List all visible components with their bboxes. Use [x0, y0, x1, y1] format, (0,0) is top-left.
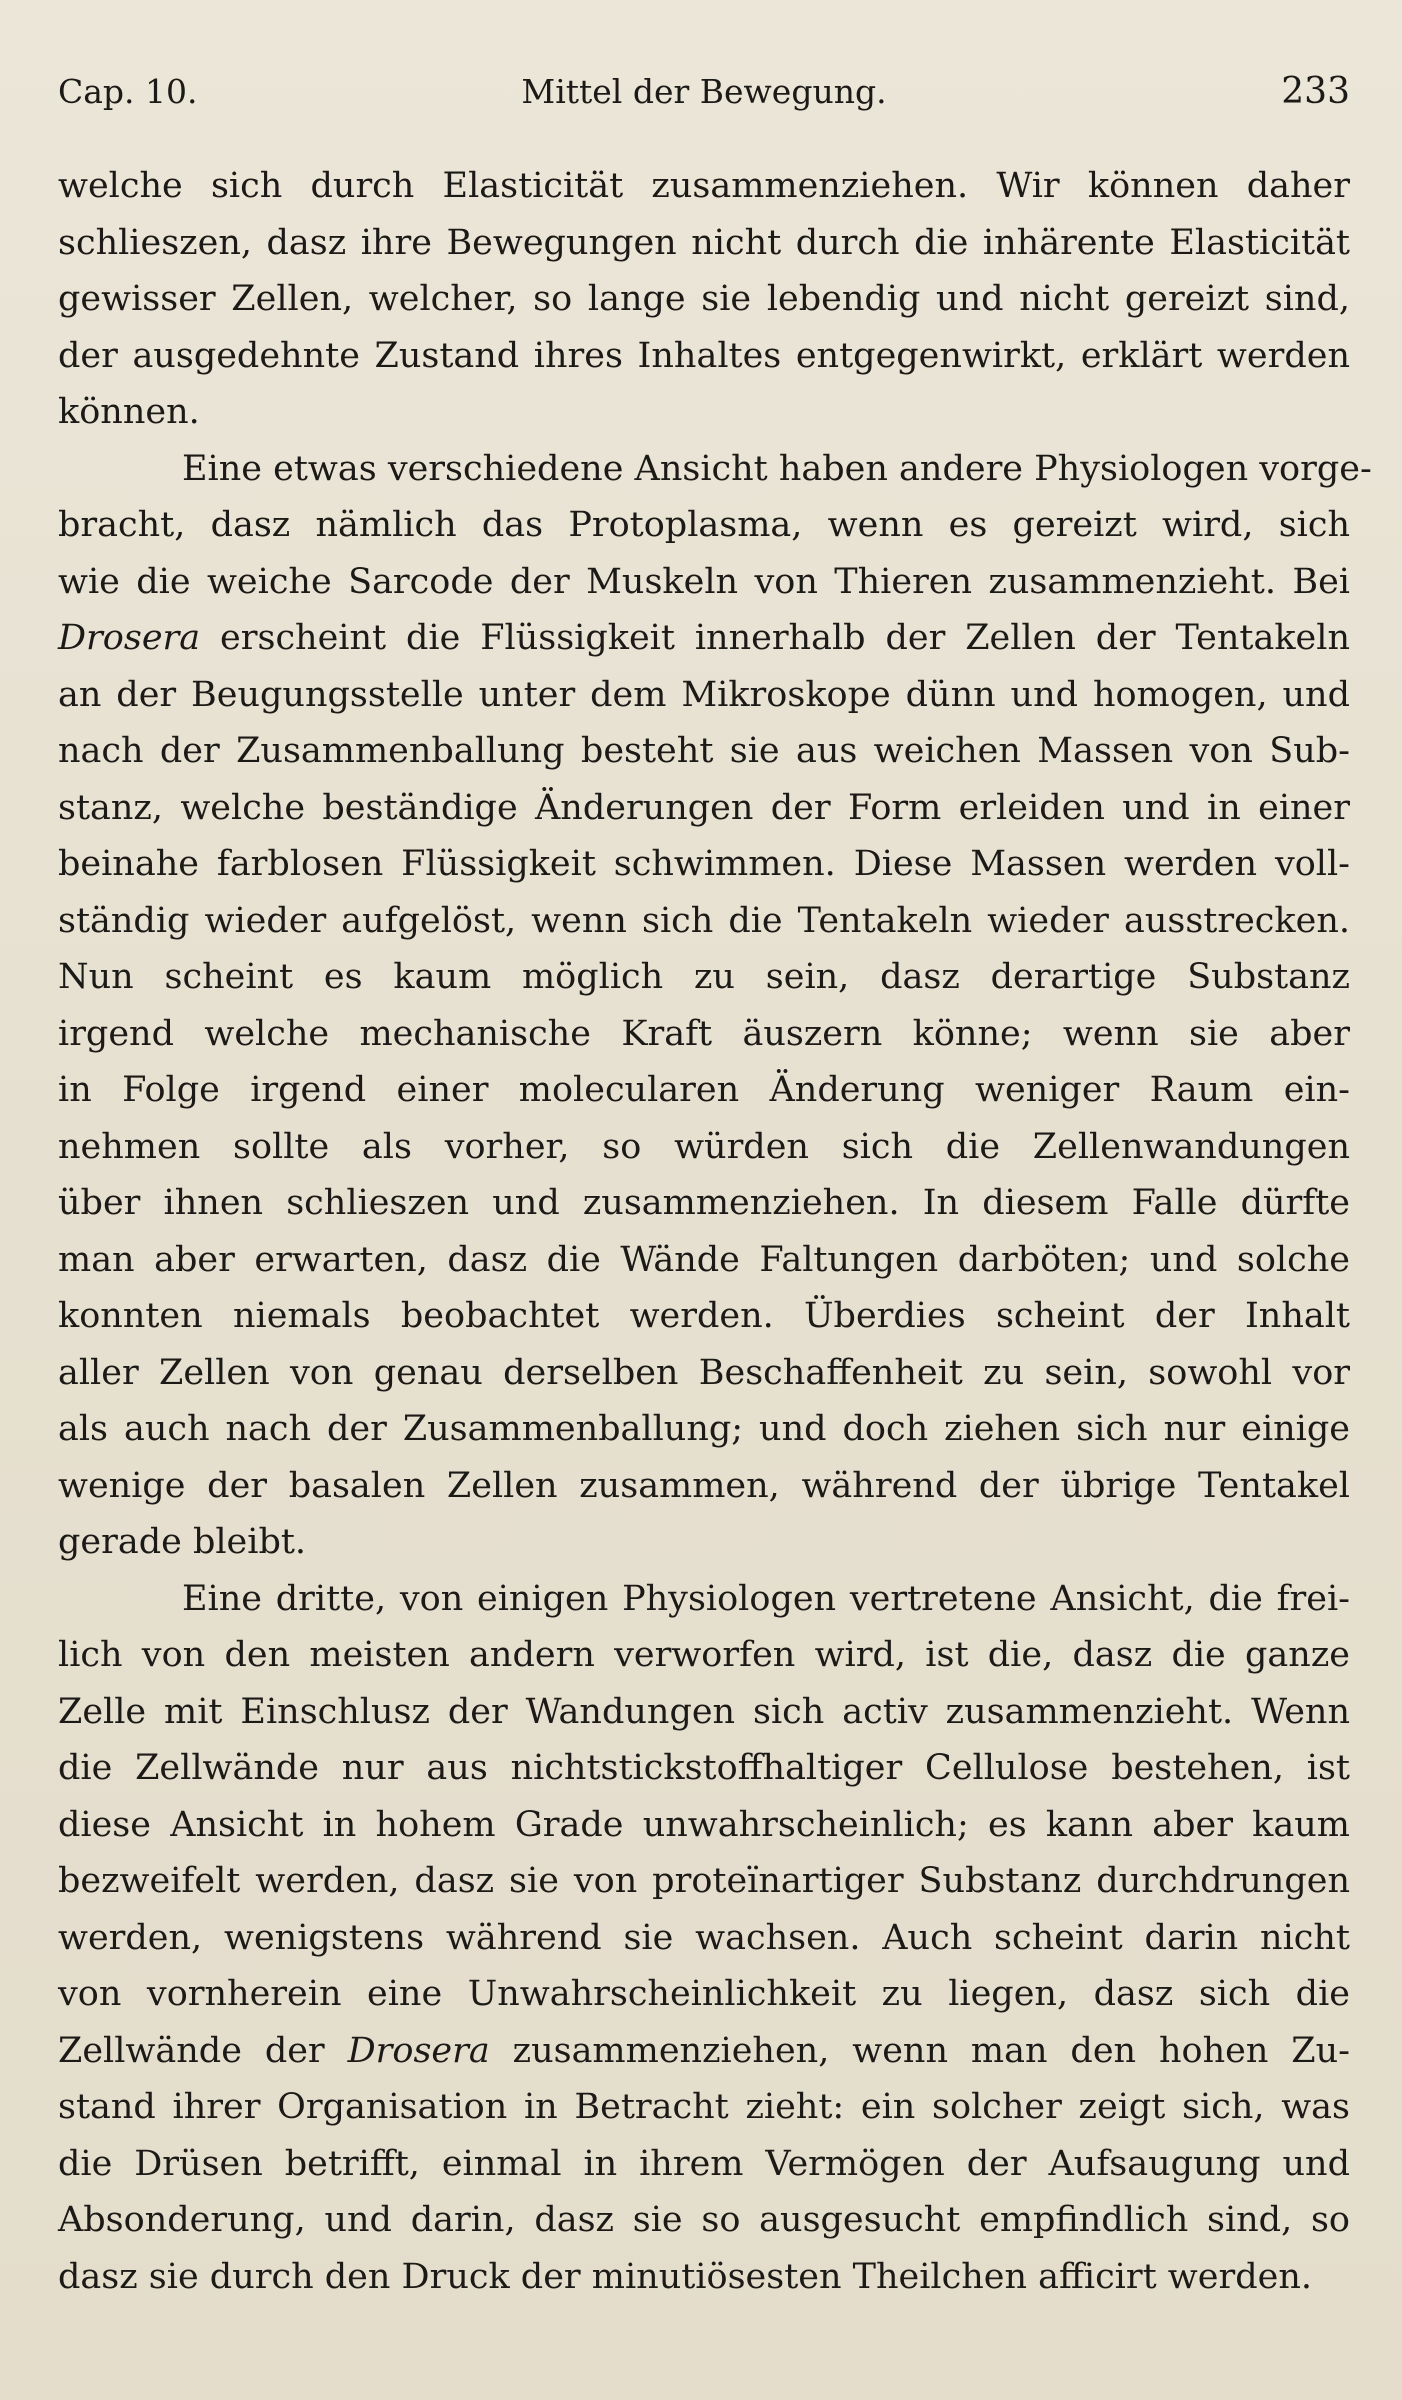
- line-text: an der Beugungsstelle unter dem Mikroskope dünn und homogen, und: [58, 674, 1350, 715]
- line-text: lich von den meisten andern verworfen wird, ist die, dasz die ganze: [58, 1635, 1350, 1675]
- text-line: [58, 1062, 1350, 1119]
- text-line: [58, 158, 1350, 215]
- line-text: die Drüsen betrifft, einmal in ihrem Vermögen der Aufsaugung und: [58, 2143, 1350, 2184]
- line-text: schlieszen, dasz ihre Bewegungen nicht durch die inhärente Elasticität: [58, 222, 1350, 263]
- text-line: [58, 893, 1350, 950]
- text-line: [58, 1345, 1350, 1402]
- body-text: [58, 158, 1372, 2305]
- text-line: [58, 2192, 1350, 2249]
- line-text: welche sich durch Elasticität zusammenziehen. Wir können daher: [58, 166, 1350, 206]
- text-line: [58, 497, 1350, 554]
- line-text: diese Ansicht in hohem Grade unwahrscheinlich; es kann aber kaum: [58, 1804, 1350, 1845]
- text-line: [58, 1514, 1350, 1571]
- text-line: [58, 1458, 1350, 1515]
- text-line: [58, 2079, 1350, 2136]
- line-text: nehmen sollte als vorher, so würden sich die Zellenwandungen: [58, 1126, 1350, 1167]
- line-text: nach der Zusammenballung besteht sie aus weichen Massen von Sub-: [58, 731, 1350, 771]
- line-text: man aber erwarten, dasz die Wände Faltungen darböten; und solche: [58, 1239, 1350, 1280]
- running-title: Mittel der Bewegung.: [521, 72, 887, 111]
- line-text: stanz, welche beständige Änderungen der Form erleiden und in einer: [58, 787, 1350, 828]
- text-line: [58, 1740, 1350, 1797]
- line-text: ständig wieder aufgelöst, wenn sich die Tentakeln wieder ausstrecken.: [58, 900, 1350, 941]
- text-line: [58, 384, 1350, 441]
- text-line: [58, 1119, 1350, 1176]
- page-number: 233: [1281, 71, 1350, 112]
- text-line: [58, 1684, 1350, 1741]
- line-text: von vornherein eine Unwahrscheinlichkeit zu liegen, dasz sich die: [58, 1974, 1350, 2014]
- text-line: [58, 836, 1350, 893]
- line-text: werden, wenigstens während sie wachsen. Auch scheint darin nicht: [58, 1917, 1350, 1958]
- line-text: der ausgedehnte Zustand ihres Inhaltes entgegenwirkt, erklärt werden: [58, 335, 1350, 376]
- text-line: [58, 328, 1350, 385]
- italic-text: Drosera: [58, 618, 201, 658]
- italic-text: Drosera: [347, 2030, 490, 2071]
- line-text: können.: [58, 392, 200, 432]
- chapter-label: Cap. 10.: [58, 72, 198, 111]
- text-line: [58, 1401, 1350, 1458]
- line-text: Absonderung, und darin, dasz sie so ausgesucht empfindlich sind, so: [58, 2200, 1350, 2240]
- text-line: [58, 1966, 1350, 2023]
- line-text: wenige der basalen Zellen zusammen, während der übrige Tentakel: [58, 1465, 1350, 1506]
- paragraph: [58, 1571, 1350, 2306]
- text-line: [58, 271, 1350, 328]
- line-text: zusammenziehen, wenn man den hohen Zu-: [489, 2030, 1350, 2071]
- line-text: als auch nach der Zusammenballung; und doch ziehen sich nur einige: [58, 1409, 1350, 1449]
- text-line: [58, 1571, 1350, 1628]
- line-text: Eine dritte, von einigen Physiologen vertretene Ansicht, die frei-: [182, 1578, 1350, 1619]
- line-text: Nun scheint es kaum möglich zu sein, dasz derartige Substanz: [58, 957, 1350, 997]
- text-line: [58, 667, 1350, 724]
- text-line: [58, 780, 1350, 837]
- line-text: in Folge irgend einer molecularen Änderung weniger Raum ein-: [58, 1070, 1350, 1110]
- line-text: stand ihrer Organisation in Betracht zieht: ein solcher zeigt sich, was: [58, 2087, 1350, 2127]
- text-line: [58, 1853, 1350, 1910]
- text-line: [58, 1175, 1350, 1232]
- line-text: beinahe farblosen Flüssigkeit schwimmen. Diese Massen werden voll-: [58, 844, 1350, 884]
- line-text: Zelle mit Einschlusz der Wandungen sich activ zusammenzieht. Wenn: [58, 1691, 1350, 1732]
- line-text: dasz sie durch den Druck der minutiösesten Theilchen afficirt werden.: [58, 2256, 1312, 2297]
- text-line: [58, 1627, 1350, 1684]
- line-text: bracht, dasz nämlich das Protoplasma, wenn es gereizt wird, sich: [58, 505, 1350, 545]
- line-text: gerade bleibt.: [58, 1522, 307, 1562]
- text-line: [58, 554, 1350, 611]
- text-line: [58, 1006, 1350, 1063]
- text-line: [58, 1232, 1350, 1289]
- line-text: bezweifelt werden, dasz sie von proteïnartiger Substanz durchdrungen: [58, 1861, 1350, 1901]
- text-line: [58, 949, 1350, 1006]
- line-text: Eine etwas verschiedene Ansicht haben andere Physiologen vorge-: [182, 448, 1372, 489]
- line-text: wie die weiche Sarcode der Muskeln von Thieren zusammenzieht. Bei: [58, 561, 1350, 602]
- line-text: aller Zellen von genau derselben Beschaffenheit zu sein, sowohl vor: [58, 1352, 1350, 1393]
- text-line: [58, 1910, 1350, 1967]
- line-text: über ihnen schlieszen und zusammenziehen. In diesem Falle dürfte: [58, 1183, 1350, 1223]
- text-line: [58, 723, 1350, 780]
- line-text: gewisser Zellen, welcher, so lange sie lebendig und nicht gereizt sind,: [58, 279, 1350, 319]
- text-line: [58, 2023, 1350, 2080]
- running-head: [58, 70, 1350, 114]
- line-text: erscheint die Flüssigkeit innerhalb der Zellen der Tentakeln: [200, 618, 1350, 658]
- text-line: [58, 2249, 1350, 2306]
- line-text: Zellwände der: [58, 2030, 348, 2071]
- text-line: [58, 2136, 1350, 2193]
- line-text: konnten niemals beobachtet werden. Überdies scheint der Inhalt: [58, 1296, 1350, 1336]
- text-line: [58, 441, 1372, 498]
- text-line: [58, 610, 1350, 667]
- paragraph: [58, 441, 1372, 1571]
- text-line: [58, 1797, 1350, 1854]
- line-text: irgend welche mechanische Kraft äuszern könne; wenn sie aber: [58, 1013, 1350, 1054]
- text-line: [58, 215, 1350, 272]
- line-text: die Zellwände nur aus nichtstickstoffhaltiger Cellulose bestehen, ist: [58, 1748, 1350, 1788]
- text-line: [58, 1288, 1350, 1345]
- paragraph: [58, 158, 1350, 441]
